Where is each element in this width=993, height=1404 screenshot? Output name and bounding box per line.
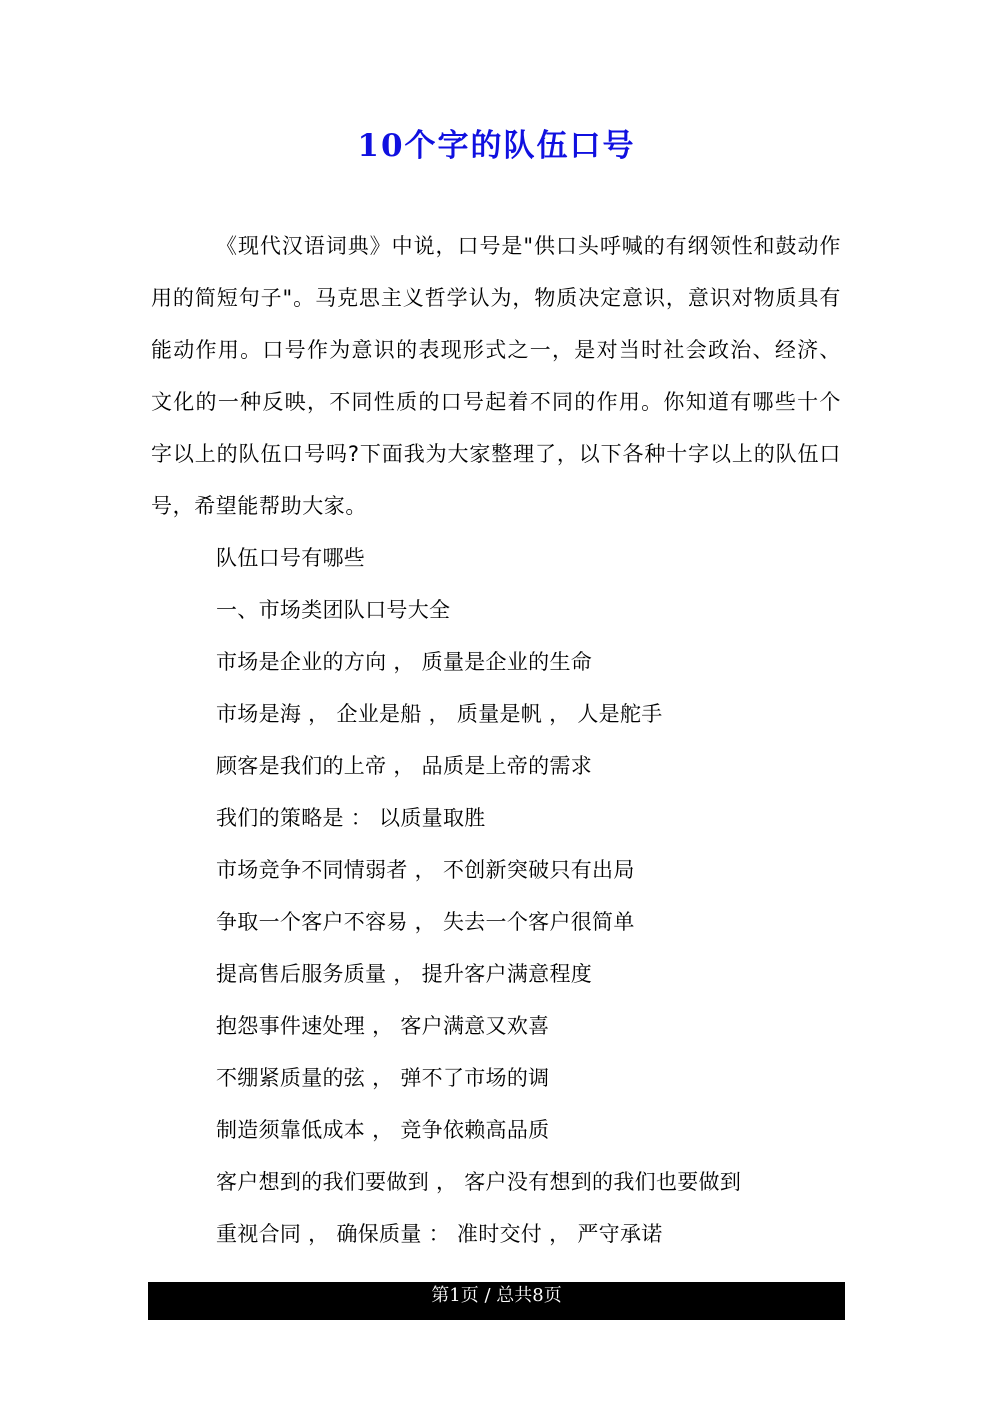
slogan-item: 争取一个客户不容易 ， 失去一个客户很简单 (216, 910, 635, 934)
document-title: 10个字的队伍口号 (357, 128, 636, 164)
slogan-item: 市场是海 ， 企业是船 ， 质量是帆 ， 人是舵手 (216, 702, 663, 726)
slogan-item: 顾客是我们的上帝 ， 品质是上帝的需求 (216, 754, 593, 778)
document-body (151, 220, 841, 1260)
intro-paragraph: 《现代汉语词典》中说，口号是"供口头呼喊的有纲领性和鼓动作用的简短句子"。马克思主义哲学认为，物质决定意识，意识对物质具有能动作用。口号作为意识的表现形式之一，是对当时社会政治、经济、文化的一种反映，不同性质的口号起着不同的作用。你知道有哪些十个字以上的队伍口号吗?下面我为大家整理了，以下各种十字以上的队伍口号，希望能帮助大家。 (151, 234, 841, 518)
slogan-item: 制造须靠低成本 ， 竞争依赖高品质 (216, 1118, 550, 1142)
slogan-item: 客户想到的我们要做到 ， 客户没有想到的我们也要做到 (216, 1170, 742, 1194)
page-indicator: 第1页 / 总共8页 (431, 1285, 562, 1306)
page-footer-bar (148, 1282, 845, 1320)
section-heading: 队伍口号有哪些 (216, 546, 366, 570)
slogan-item: 不绷紧质量的弦 ， 弹不了市场的调 (216, 1066, 550, 1090)
slogan-item: 我们的策略是 ： 以质量取胜 (216, 806, 486, 830)
slogan-item: 市场竞争不同情弱者 ， 不创新突破只有出局 (216, 858, 635, 882)
subsection-heading: 一、市场类团队口号大全 (216, 598, 451, 622)
slogan-item: 市场是企业的方向 ， 质量是企业的生命 (216, 650, 593, 674)
slogan-item: 提高售后服务质量 ， 提升客户满意程度 (216, 962, 593, 986)
slogan-item: 抱怨事件速处理 ， 客户满意又欢喜 (216, 1014, 550, 1038)
slogan-item: 重视合同 ， 确保质量 ： 准时交付 ， 严守承诺 (216, 1222, 663, 1246)
